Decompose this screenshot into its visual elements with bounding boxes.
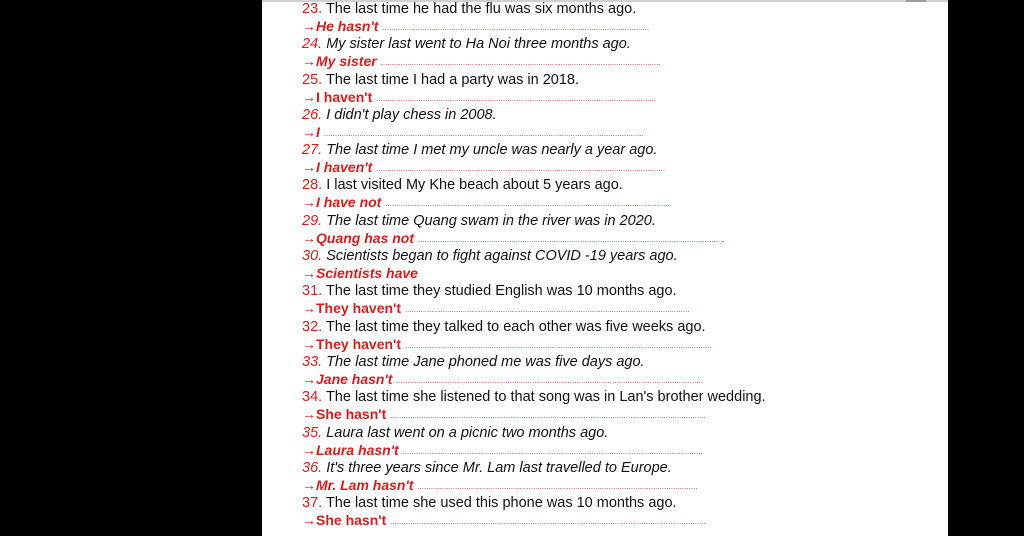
- answer-blank[interactable]: ..........................................................................................................................................: [404, 340, 712, 350]
- question-text: [302, 389, 766, 405]
- answer-line: [302, 194, 670, 210]
- question-sentence: My sister last went to Ha Noi three months ago.: [322, 36, 631, 53]
- answer-blank[interactable]: ..............................................................................................................................: [417, 481, 698, 491]
- arrow-icon: →: [302, 159, 316, 176]
- exercise-item: [302, 106, 942, 141]
- answer-prompt: I haven't: [316, 159, 373, 176]
- answer-blank[interactable]: .......................................................................................................................................: [402, 446, 703, 456]
- question-sentence: The last time I met my uncle was nearly a year ago.: [322, 142, 658, 159]
- question-text: [302, 354, 645, 370]
- question-sentence: I didn't play chess in 2008.: [322, 106, 497, 123]
- exercise-item: [302, 176, 942, 211]
- answer-line: [302, 371, 703, 387]
- question-sentence: The last time she listened to that song was in Lan's brother wedding.: [322, 389, 766, 406]
- answer-blank[interactable]: ..................................................................................................................................: [376, 164, 666, 174]
- answer-blank[interactable]: ..............................................................................................................................: [376, 93, 657, 103]
- arrow-icon: →: [302, 476, 316, 493]
- answer-prompt: I haven't: [316, 88, 373, 105]
- exercise-item: [302, 424, 942, 459]
- answer-line: [302, 159, 665, 175]
- exercise-item: [302, 212, 942, 247]
- question-text: [302, 107, 497, 123]
- question-text: [302, 177, 623, 193]
- exercise-item: [302, 0, 942, 35]
- question-text: [302, 36, 631, 52]
- answer-prompt: Jane hasn't: [316, 370, 393, 387]
- question-number: 35.: [302, 424, 323, 441]
- question-number: 37.: [302, 495, 323, 512]
- arrow-icon: →: [302, 406, 316, 423]
- question-text: [302, 495, 677, 511]
- answer-prompt: Laura hasn't: [316, 441, 399, 458]
- question-text: [302, 425, 608, 441]
- answer-line: [302, 265, 418, 281]
- answer-blank[interactable]: ..............................................................................................................................................: [390, 517, 706, 527]
- question-text: [302, 213, 656, 229]
- answer-blank[interactable]: ..........................................................................................................................................: [417, 234, 725, 244]
- arrow-icon: →: [302, 123, 316, 140]
- answer-blank[interactable]: ..............................................................................................................................................: [390, 411, 706, 421]
- exercise-item: [302, 35, 942, 70]
- exercise-item: [302, 282, 942, 317]
- answer-line: [302, 89, 656, 105]
- arrow-icon: →: [302, 265, 316, 282]
- question-number: 32.: [302, 318, 323, 335]
- answer-blank[interactable]: ................................................................................................................................: [404, 305, 690, 315]
- question-text: [302, 460, 672, 476]
- arrow-icon: →: [302, 300, 316, 317]
- question-sentence: The last time they talked to each other was five weeks ago.: [322, 318, 706, 335]
- arrow-icon: →: [302, 229, 316, 246]
- question-text: [302, 283, 677, 299]
- answer-prompt: My sister: [316, 53, 377, 70]
- exercise-item: [302, 247, 942, 282]
- arrow-icon: →: [302, 335, 316, 352]
- question-number: 24.: [302, 36, 323, 53]
- answer-blank[interactable]: ..............................................................................................................................: [380, 58, 661, 68]
- answer-blank[interactable]: ................................................................................................................................................: [323, 128, 644, 138]
- answer-prompt: She hasn't: [316, 406, 387, 423]
- answer-blank[interactable]: ..........................................................................................................................................: [396, 375, 704, 385]
- answer-line: [302, 477, 697, 493]
- answer-line: [302, 18, 649, 34]
- question-number: 28.: [302, 177, 323, 194]
- answer-blank[interactable]: ................................................................................................................................: [385, 199, 670, 209]
- question-sentence: It's three years since Mr. Lam last travelled to Europe.: [322, 459, 672, 476]
- exercise-item: [302, 71, 942, 106]
- question-sentence: The last time I had a party was in 2018.: [322, 71, 580, 88]
- question-text: [302, 142, 657, 158]
- answer-prompt: Mr. Lam hasn't: [316, 476, 414, 493]
- exercise-list: [302, 0, 942, 529]
- question-sentence: The last time he had the flu was six months ago.: [322, 1, 637, 17]
- question-number: 26.: [302, 106, 323, 123]
- question-sentence: The last time she used this phone was 10 months ago.: [322, 495, 677, 512]
- answer-blank[interactable]: ........................................................................................................................: [382, 23, 650, 32]
- question-sentence: The last time Jane phoned me was five days ago.: [322, 353, 645, 370]
- question-sentence: Scientists began to fight against COVID -19 years ago.: [322, 248, 678, 265]
- question-number: 30.: [302, 248, 323, 265]
- answer-prompt: They haven't: [316, 300, 402, 317]
- question-sentence: I last visited My Khe beach about 5 years ago.: [322, 177, 623, 194]
- answer-line: [302, 336, 712, 352]
- exercise-item: [302, 459, 942, 494]
- exercise-item: [302, 494, 942, 529]
- arrow-icon: →: [302, 53, 316, 70]
- exercise-item: [302, 141, 942, 176]
- arrow-icon: →: [302, 441, 316, 458]
- answer-prompt: Scientists have: [316, 265, 418, 282]
- answer-line: [302, 53, 661, 69]
- question-number: 29.: [302, 212, 323, 229]
- question-sentence: The last time they studied English was 10 months ago.: [322, 283, 677, 300]
- answer-prompt: They haven't: [316, 335, 402, 352]
- question-text: [302, 248, 678, 264]
- answer-line: [302, 300, 689, 316]
- answer-line: [302, 230, 725, 246]
- answer-line: [302, 406, 706, 422]
- question-sentence: The last time Quang swam in the river was in 2020.: [322, 212, 656, 229]
- exercise-item: [302, 388, 942, 423]
- arrow-icon: →: [302, 88, 316, 105]
- question-number: 31.: [302, 283, 323, 300]
- question-sentence: Laura last went on a picnic two months ago.: [322, 424, 609, 441]
- exercise-item: [302, 353, 942, 388]
- answer-prompt: He hasn't: [316, 18, 379, 34]
- exercise-item: [302, 318, 942, 353]
- arrow-icon: →: [302, 18, 316, 34]
- answer-prompt: I have not: [316, 194, 382, 211]
- question-number: 36.: [302, 459, 323, 476]
- question-text: [302, 319, 706, 335]
- arrow-icon: →: [302, 370, 316, 387]
- arrow-icon: →: [302, 194, 316, 211]
- arrow-icon: →: [302, 512, 316, 529]
- document-page: [262, 0, 948, 536]
- question-text: [302, 1, 636, 17]
- question-number: 23.: [302, 1, 323, 17]
- question-number: 25.: [302, 71, 323, 88]
- question-number: 34.: [302, 389, 323, 406]
- answer-prompt: I: [316, 123, 320, 140]
- question-text: [302, 72, 579, 88]
- answer-prompt: Quang has not: [316, 229, 414, 246]
- answer-line: [302, 442, 703, 458]
- answer-line: [302, 512, 706, 528]
- question-number: 33.: [302, 353, 323, 370]
- answer-prompt: She hasn't: [316, 512, 387, 529]
- answer-line: [302, 124, 644, 140]
- question-number: 27.: [302, 142, 323, 159]
